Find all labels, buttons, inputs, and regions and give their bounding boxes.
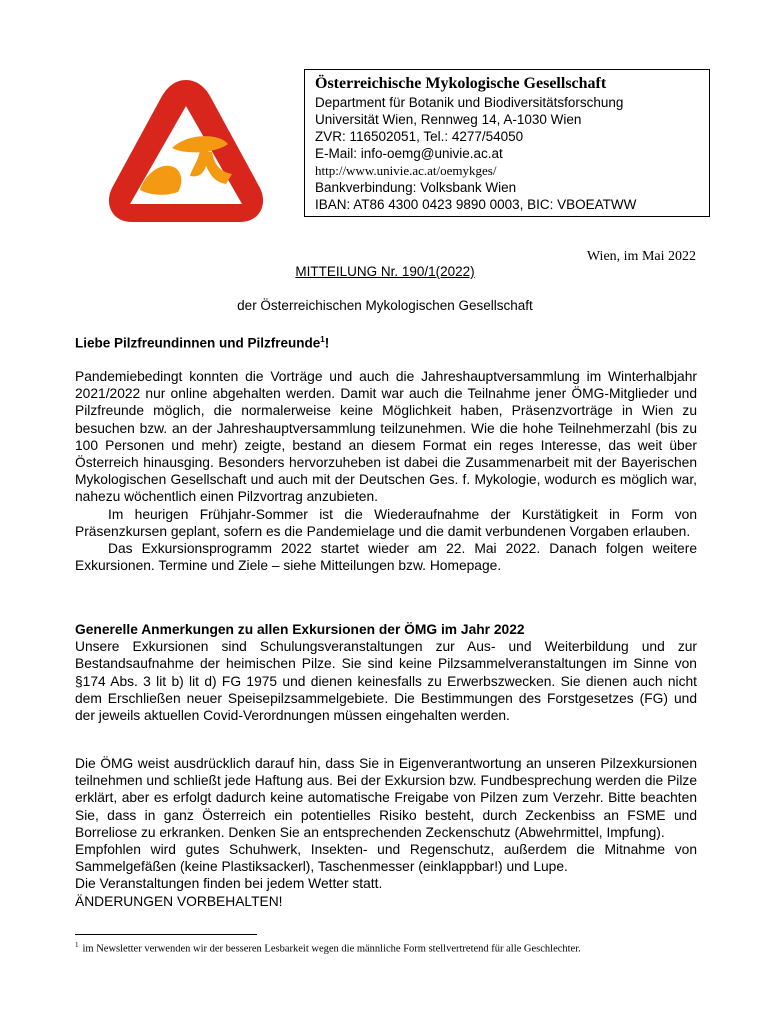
paragraph-7: Die Veranstaltungen finden bei jedem Wetter statt. [75,876,383,892]
omg-logo [100,72,272,232]
body-block-3 [75,755,697,910]
zvr-tel: ZVR: 116502051, Tel.: 4277/54050 [315,129,524,144]
header-box [304,69,710,217]
footnote [75,941,581,955]
section-heading: Generelle Anmerkungen zu allen Exkursionen der ÖMG im Jahr 2022 [75,622,525,637]
footnote-mark: 1 [320,335,325,344]
paragraph-5: Die ÖMG weist ausdrücklich darauf hin, dass Sie in Eigenverantwortung an unseren Pilzexkursionen teilnehmen und schließt jede Haftung aus. Bei der Exkursion bzw. Fundbesprechung werden die Pilze erklärt, aber es erfolgt dadurch keine automatische Freigabe von Pilzen zum Verzehr. Bitte beachten Sie, dass in ganz Österreich ein potentielles Risiko besteht, durch Zeckenbiss an FSME und Borreliose zu erkranken. Denken Sie an entsprechenden Zeckenschutz (Abwehrmittel, Impfung). [75,756,697,840]
page-title: MITTEILUNG Nr. 190/1(2022) [295,264,475,279]
department: Department für Botanik und Biodiversitätsforschung [315,95,624,110]
paragraph-2: Im heurigen Frühjahr-Sommer ist die Wiederaufnahme der Kurstätigkeit in Form von Präsenzkursen geplant, sofern es die Pandemielage und die damit verbundenen Vorgaben erlauben. [75,506,697,539]
bank: Bankverbindung: Volksbank Wien [315,180,517,195]
paragraph-1: Pandemiebedingt konnten die Vorträge und auch die Jahreshauptversammlung im Winterhalbjahr 2021/2022 nur online abgehalten werden. Damit war auch die Teilnahme jener ÖMG-Mitglieder und Pilzfreunde möglich, die normalerweise keine Möglichkeit haben, Präsenzvorträge in Wien zu besuchen bzw. an der Jahreshauptversammlung teilzunehmen. Wie die hohe Teilnehmerzahl (bis zu 100 Personen und mehr) zeigte, bestand an diesem Format ein reges Interesse, das weit über Österreich hinausging. Besonders hervorzuheben ist dabei die Zusammenarbeit mit der Bayerischen Mykologischen Gesellschaft und auch mit der Deutschen Ges. f. Mykologie, wodurch es möglich war, nahezu wöchentlich einen Pilzvortrag anzubieten. [75,369,697,505]
salutation-end: ! [324,335,330,351]
salutation [75,335,329,351]
footnote-number: 1 [75,941,79,949]
iban: IBAN: AT86 4300 0423 9890 0003, BIC: VBOEATWW [315,197,637,212]
paragraph-3: Das Exkursionsprogramm 2022 startet wieder am 22. Mai 2022. Danach folgen weitere Exkursionen. Termine und Ziele – siehe Mitteilungen bzw. Homepage. [75,541,697,574]
paragraph-4: Unsere Exkursionen sind Schulungsveranstaltungen zur Aus- und Weiterbildung und zur Bestandsaufnahme der heimischen Pilze. Sie sind keine Pilzsammelveranstaltungen im Sinne von §174 Abs. 3 lit b) lit d) FG 1975 und dienen keinesfalls zu Erwerbszwecken. Sie dienen auch nicht dem Erschließen neuer Speisepilzsammelgebiete. Die Bestimmungen des Forstgesetzes (FG) und der jeweils aktuellen Covid-Verordnungen müssen eingehalten werden. [75,639,697,724]
address: Universität Wien, Rennweg 14, A-1030 Wien [315,112,582,127]
title-row [0,264,770,279]
body-block-1 [75,368,697,574]
website-link[interactable]: http://www.univie.ac.at/oemykges/ [315,163,497,178]
salutation-text: Liebe Pilzfreundinnen und Pilzfreunde [75,335,321,351]
paragraph-8: ÄNDERUNGEN VORBEHALTEN! [75,893,283,909]
email[interactable]: E-Mail: info-oemg@univie.ac.at [315,146,503,161]
date: Wien, im Mai 2022 [586,249,696,264]
footnote-divider [75,934,257,935]
footnote-text: im Newsletter verwenden wir der besseren Lesbarkeit wegen die männliche Form stellvertretend für alle Geschlechter. [82,943,581,955]
paragraph-6: Empfohlen wird gutes Schuhwerk, Insekten- und Regenschutz, außerdem die Mitnahme von Sammelgefäßen (keine Plastiksackerl), Taschenmesser (einklappbar!) und Lupe. [75,842,697,875]
subtitle: der Österreichischen Mykologischen Gesellschaft [237,298,533,313]
body-block-2 [75,621,697,724]
org-name: Österreichische Mykologische Gesellschaft [315,75,607,92]
